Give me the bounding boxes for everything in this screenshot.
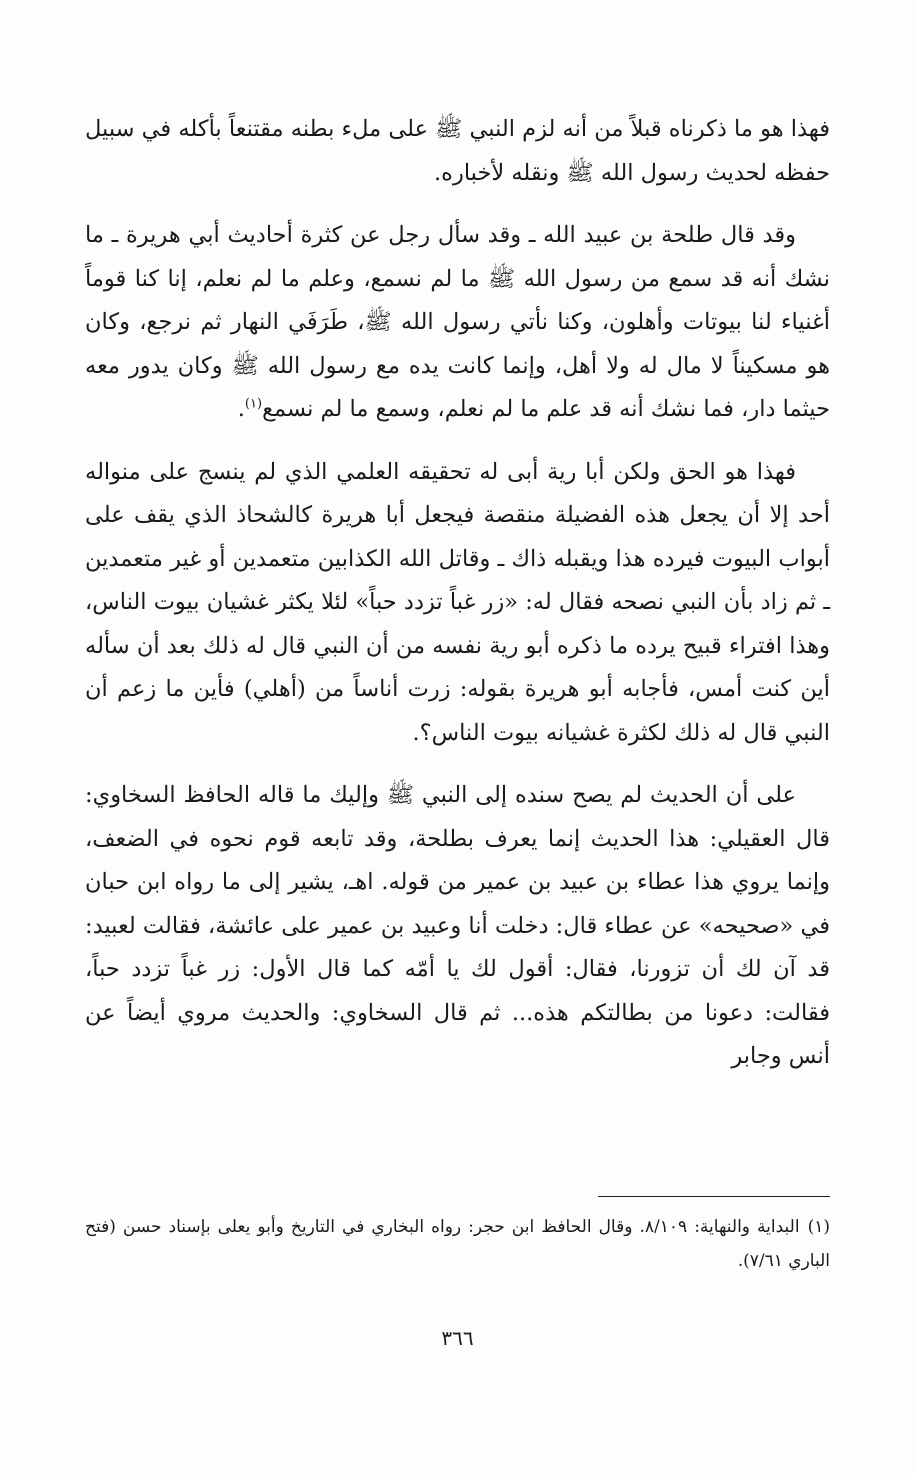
footnote-entry: [85, 1210, 830, 1278]
footnote-number: (١): [807, 1217, 831, 1237]
main-text: [85, 108, 830, 1098]
paragraph-4: على أن الحديث لم يصح سنده إلى النبي ﷺ وإليك ما قاله الحافظ السخاوي: قال العقيلي: هذا الحديث إنما يعرف بطلحة، وقد تابعه قوم نحوه في الضعف، وإنما يروي هذا عطاء بن عبيد بن عمير من قوله. اهـ، يشير إلى ما رواه ابن حبان في «صحيحه» عن عطاء قال: دخلت أنا وعبيد بن عمير على عائشة، فقالت لعبيد: قد آن لك أن تزورنا، فقال: أقول لك يا أمّه كما قال الأول: زر غباً تزدد حباً، فقالت: دعونا من بطالتكم هذه... ثم قال السخاوي: والحديث مروي أيضاً عن أنس وجابر: [85, 782, 830, 1069]
paragraph-3: فهذا هو الحق ولكن أبا رية أبى له تحقيقه العلمي الذي لم ينسج على منواله أحد إلا أن يجعل هذه الفضيلة منقصة فيجعل أبا هريرة كالشحاذ الذي يقف على أبواب البيوت فيرده هذا ويقبله ذاك ـ وقاتل الله الكذابين متعمدين أو غير متعمدين ـ ثم زاد بأن النبي نصحه فقال له: «زر غباً تزدد حباً» لئلا يكثر غشيان بيوت الناس، وهذا افتراء قبيح يرده ما ذكره أبو رية نفسه من أن النبي قال له ذلك بعد أن سأله أين كنت أمس، فأجابه أبو هريرة بقوله: زرت أناساً من (أهلي) فأين ما زعم أن النبي قال له ذلك لكثرة غشيانه بيوت الناس؟.: [85, 458, 830, 746]
page-number: ٣٦٦: [441, 1326, 474, 1350]
footnote: [85, 1210, 830, 1278]
paragraph-2-end: .: [237, 396, 245, 422]
footnote-reference: (١): [244, 396, 263, 412]
paragraph-2: [85, 214, 830, 432]
footnote-separator: [598, 1196, 830, 1197]
paragraph-1: فهذا هو ما ذكرناه قبلاً من أنه لزم النبي ﷺ على ملء بطنه مقتنعاً بأكله في سبيل حفظه لحديث رسول الله ﷺ ونقله لأخباره.: [85, 116, 830, 186]
paragraph-2-text: وقد قال طلحة بن عبيد الله ـ وقد سأل رجل عن كثرة أحاديث أبي هريرة ـ ما نشك أنه قد سمع من رسول الله ﷺ ما لم نسمع، وعلم ما لم نعلم، إنا كنا قوماً أغنياء لنا بيوتات وأهلون، وكنا نأتي رسول الله ﷺ، طَرَفَي النهار ثم نرجع، وكان هو مسكيناً لا مال له ولا أهل، وإنما كانت يده مع رسول الله ﷺ وكان يدور معه حيثما دار، فما نشك أنه قد علم ما لم نعلم، وسمع ما لم نسمع: [85, 222, 830, 422]
footnote-text: البداية والنهاية: ٨/١٠٩. وقال الحافظ ابن حجر: رواه البخاري في التاريخ وأبو يعلى بإسناد حسن (فتح الباري ٧/٦١).: [85, 1217, 830, 1271]
